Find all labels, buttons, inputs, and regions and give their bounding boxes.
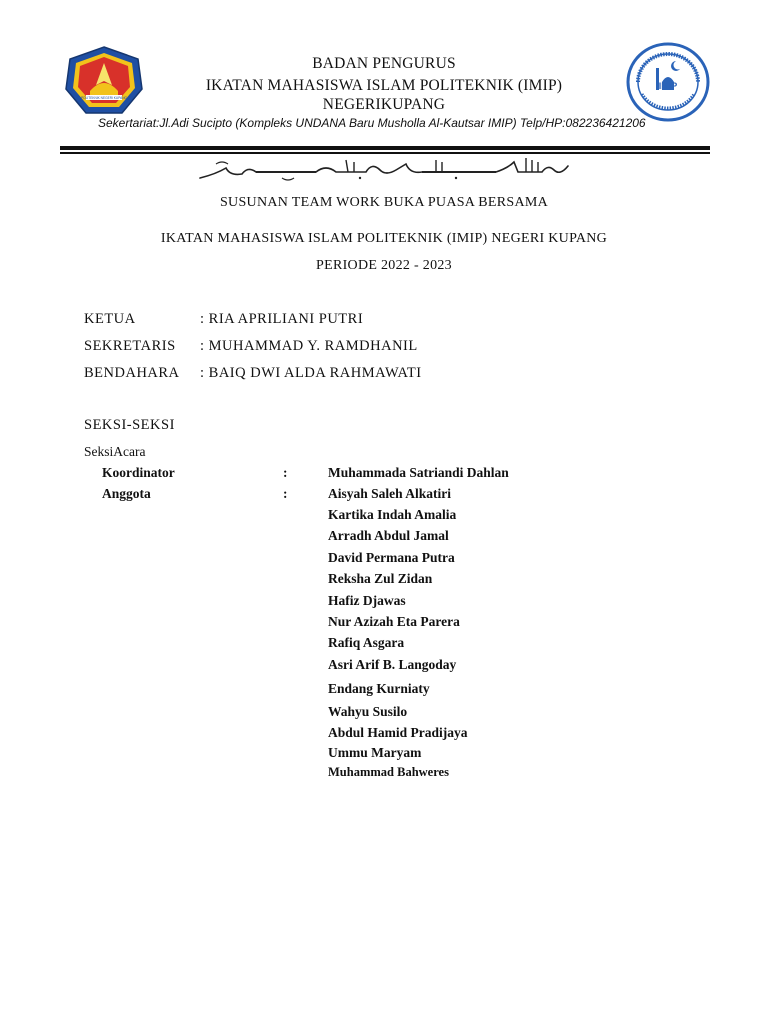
official-row-sekretaris <box>84 338 418 355</box>
member-item: Reksha Zul Zidan <box>328 571 433 586</box>
member-item: Arradh Abdul Jamal <box>328 528 449 543</box>
member-item: Kartika Indah Amalia <box>328 507 457 522</box>
official-name: : RIA APRILIANI PUTRI <box>200 311 364 327</box>
member-item: Nur Azizah Eta Parera <box>328 614 460 629</box>
members-colon: : <box>283 486 288 501</box>
official-row-ketua <box>84 311 363 328</box>
org-header-line2: IKATAN MAHASISWA ISLAM POLITEKNIK (IMIP) <box>205 77 563 94</box>
official-role: KETUA <box>84 311 136 327</box>
official-name: : BAIQ DWI ALDA RAHMAWATI <box>200 365 422 381</box>
document-title: SUSUNAN TEAM WORK BUKA PUASA BERSAMA <box>219 195 549 210</box>
member-item: Asri Arif B. Langoday <box>328 657 457 672</box>
official-role: BENDAHARA <box>84 365 180 381</box>
official-role: SEKRETARIS <box>84 338 176 354</box>
member-item: Endang Kurniaty <box>328 681 430 696</box>
secretariat-address: Sekertariat:Jl.Adi Sucipto (Kompleks UNDANA Baru Musholla Al-Kautsar IMIP) Telp/HP:082236421206 <box>98 116 646 130</box>
svg-text:IMIP: IMIP <box>658 81 678 91</box>
org-header-line3: NEGERIKUPANG <box>322 96 446 113</box>
member-item: Hafiz Djawas <box>328 593 406 608</box>
header-divider-thick <box>60 146 710 150</box>
member-item: Rafiq Asgara <box>328 635 405 650</box>
official-name: : MUHAMMAD Y. RAMDHANIL <box>200 338 418 354</box>
coordinator-label: Koordinator <box>102 465 175 480</box>
left-logo-text: POLITEKNIK NEGERI KUPANG <box>81 96 127 100</box>
official-row-bendahara <box>84 365 422 382</box>
member-item: Abdul Hamid Pradijaya <box>328 725 468 740</box>
member-item: Wahyu Susilo <box>328 704 408 719</box>
member-item: David Permana Putra <box>328 550 455 565</box>
members-label: Anggota <box>102 486 151 501</box>
sections-heading: SEKSI-SEKSI <box>84 417 175 433</box>
section-acara-title: SeksiAcara <box>84 444 146 459</box>
document-period: PERIODE 2022 - 2023 <box>316 258 452 273</box>
org-header-line1: BADAN PENGURUS <box>312 55 456 72</box>
member-item: Aisyah Saleh Alkatiri <box>328 486 452 501</box>
coordinator-name: Muhammada Satriandi Dahlan <box>328 465 509 480</box>
document-subtitle: IKATAN MAHASISWA ISLAM POLITEKNIK (IMIP) NEGERI KUPANG <box>160 231 608 246</box>
member-item: Ummu Maryam <box>328 745 422 760</box>
member-item: Muhammad Bahweres <box>328 765 449 779</box>
basmalah-calligraphy-icon <box>196 154 572 184</box>
coordinator-colon: : <box>283 465 288 480</box>
